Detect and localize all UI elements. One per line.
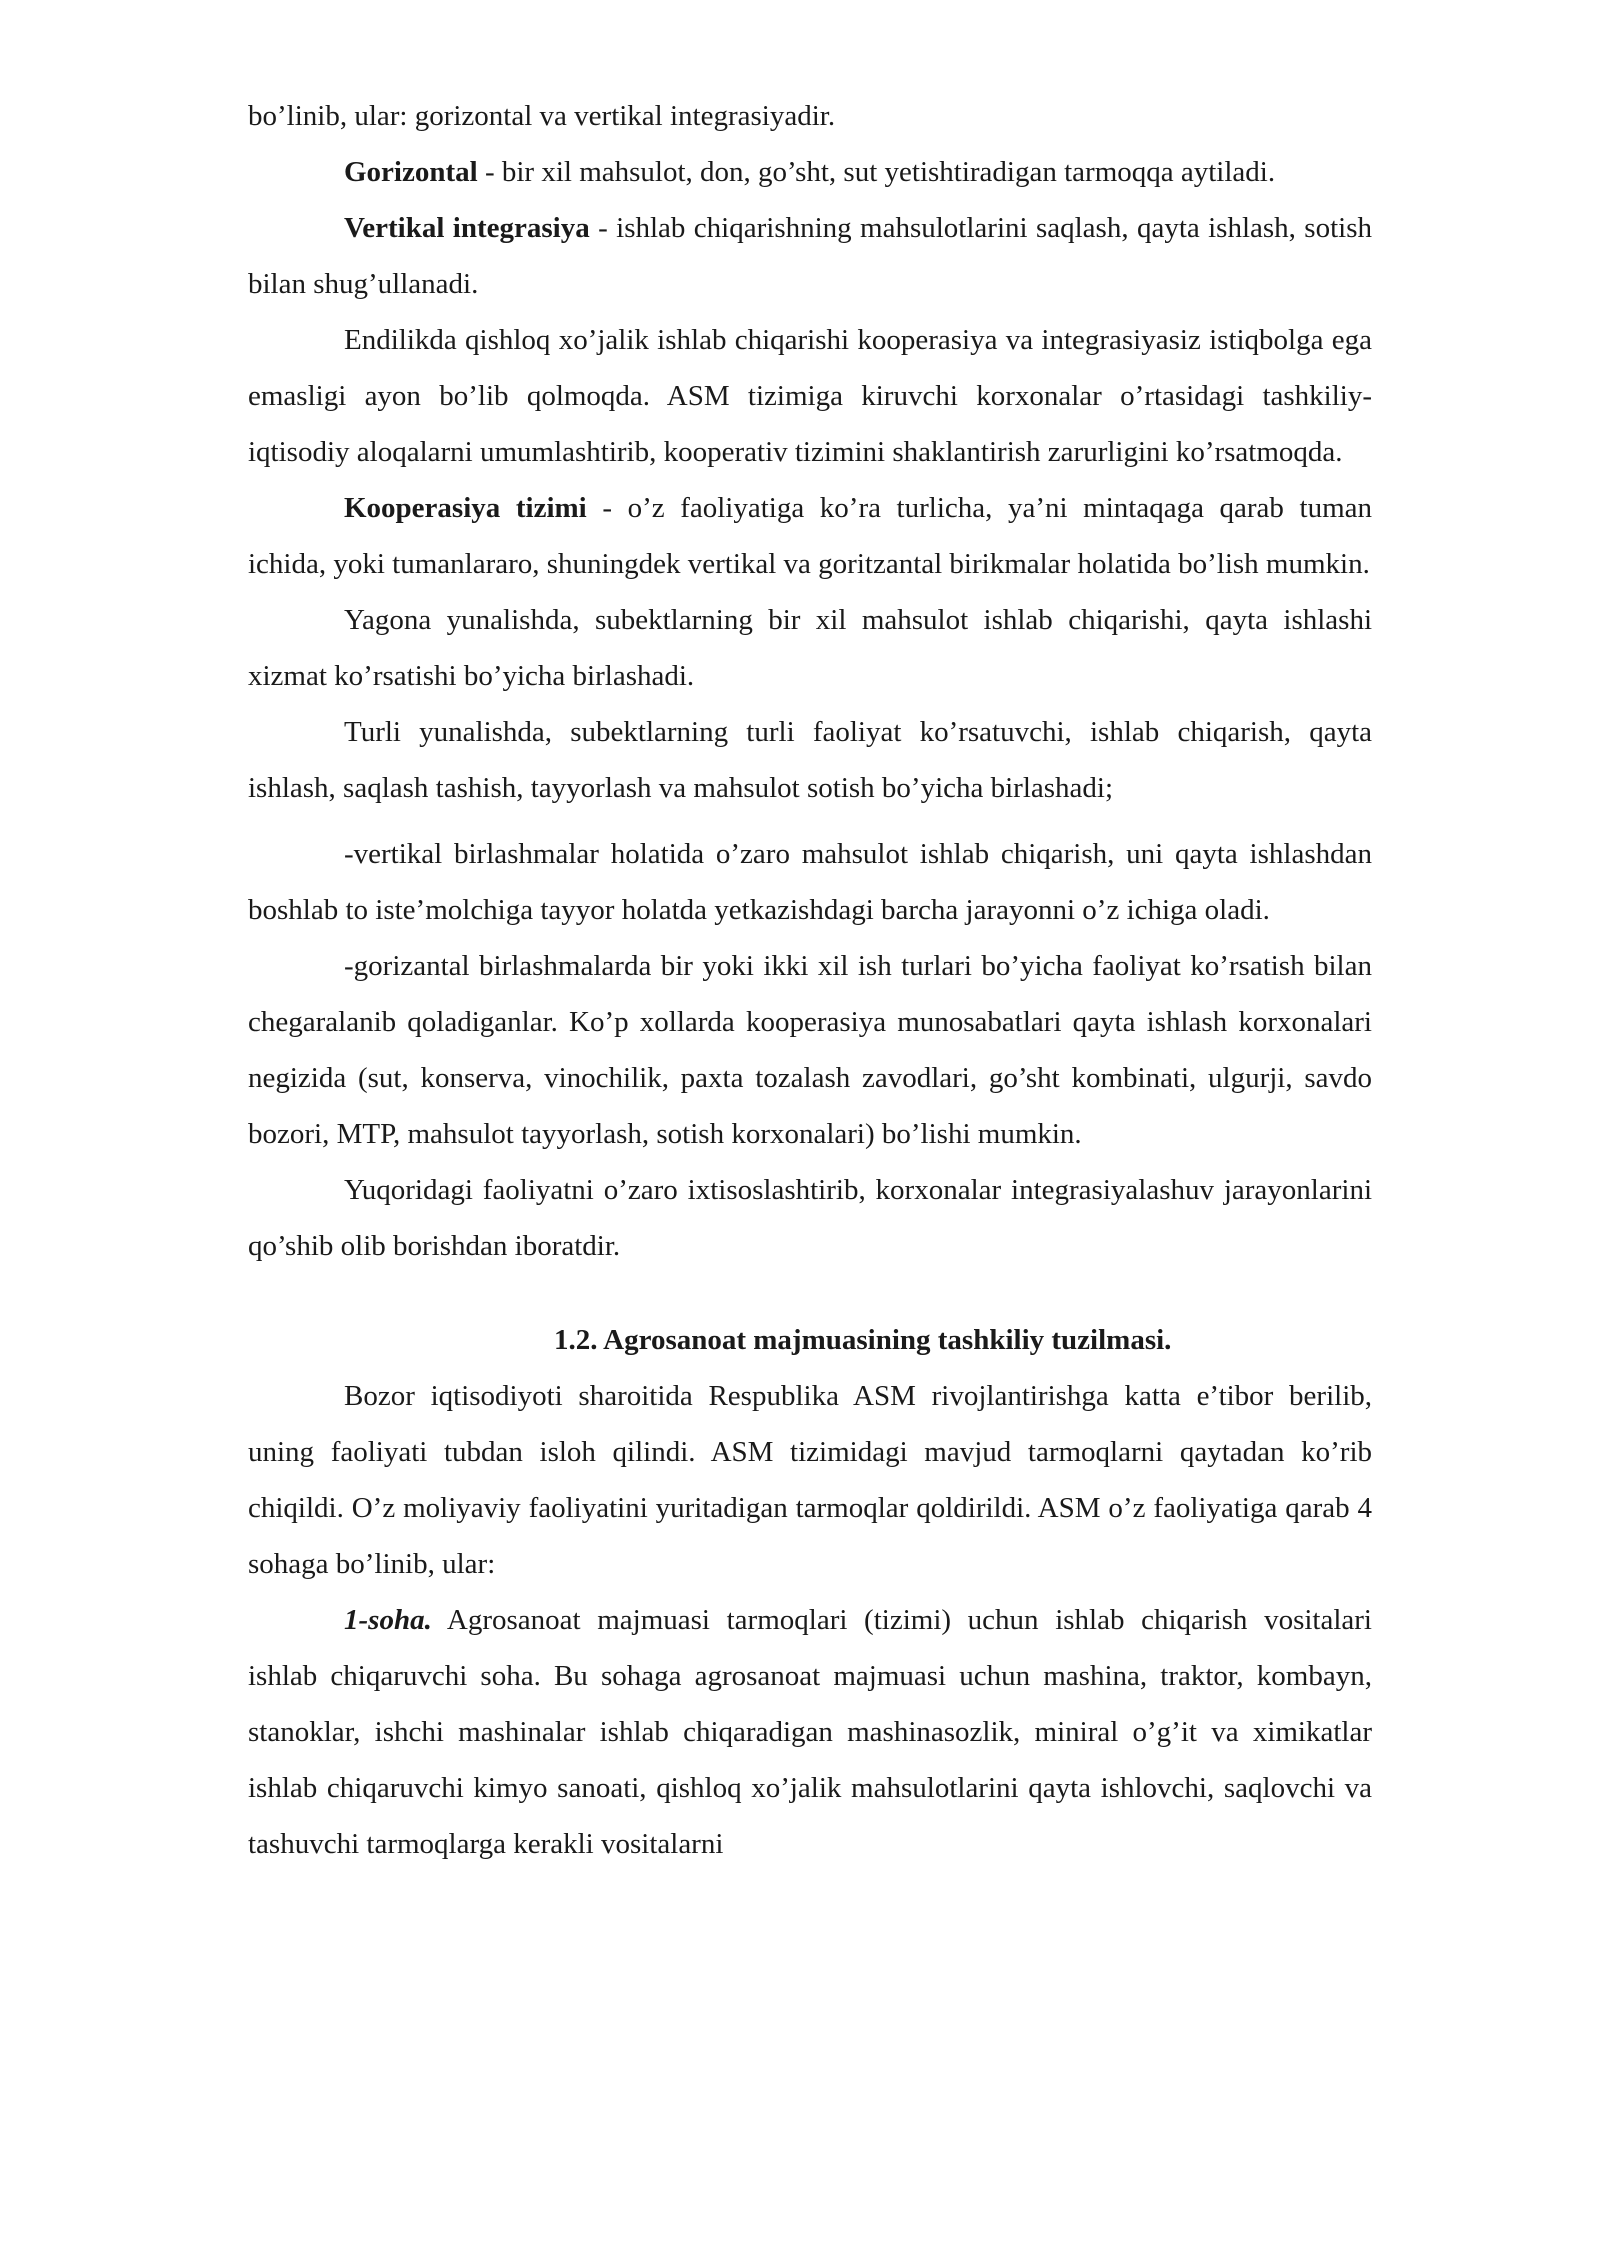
paragraph-text: Turli yunalishda, subektlarning turli faoliyat ko’rsatuvchi, ishlab chiqarish, qayta ishlash, saqlash tashish, tayyorlash va mahsulot sotish bo’yicha birlashadi; (248, 716, 1372, 804)
paragraph-text: - o’z faoliyatiga ko’ra turlicha, ya’ni mintaqaga qarab tuman ichida, yoki tumanlararo, shuningdek vertikal va goritzantal birikmalar holatida bo’lish mumkin. (248, 492, 1373, 580)
paragraph-text: Endilikda qishloq xo’jalik ishlab chiqarishi kooperasiya va integrasiyasiz istiqbolga ega emasligi ayon bo’lib qolmoqda. ASM tizimiga kiruvchi korxonalar o’rtasidagi tashkiliy-iqtisodiy aloqalarni umumlashtirib, kooperativ tizimini shaklantirish zarurligini ko’rsatmoqda. (248, 324, 1372, 468)
paragraph-text: -vertikal birlashmalar holatida o’zaro mahsulot ishlab chiqarish, uni qayta ishlashdan boshlab to iste’molchiga tayyor holatda yetkazishdagi barcha jarayonni o’z ichiga oladi. (248, 838, 1372, 926)
paragraph-text: -gorizantal birlashmalarda bir yoki ikki xil ish turlari bo’yicha faoliyat ko’rsatish bilan chegaralanib qoladiganlar. Ko’p xollarda kooperasiya munosabatlari qayta ishlash korxonalari negizida (sut, konserva, vinochilik, paxta tozalash zavodlari, go’sht kombinati, ulgurji, savdo bozori, MTP, mahsulot tayyorlash, sotish korxonalari) bo’lishi mumkin. (248, 950, 1372, 1150)
paragraph-text: - bir xil mahsulot, don, go’sht, sut yetishtiradigan tarmoqqa aytiladi. (477, 156, 1276, 188)
term-cooperation-system: Kooperasiya tizimi (344, 492, 587, 524)
paragraph-vertical-associations (248, 826, 1372, 938)
paragraph-text: bo’linib, ular: gorizontal va vertikal integrasiyadir. (248, 100, 836, 132)
term-horizontal: Gorizontal (344, 156, 478, 188)
term-vertical-integration: Vertikal integrasiya (344, 212, 590, 244)
paragraph-sphere-one (248, 1592, 1372, 1872)
paragraph-single-direction (248, 592, 1372, 704)
paragraph-vertical-integration (248, 200, 1372, 312)
paragraph-cooperation-system (248, 480, 1372, 592)
paragraph-text: - ishlab chiqarishning mahsulotlarini saqlash, qayta ishlash, sotish bilan shug’ullanadi. (248, 212, 1372, 300)
document-page (248, 88, 1372, 1872)
paragraph-specialization (248, 1162, 1372, 1274)
paragraph-market-economy (248, 1368, 1372, 1592)
paragraph-horizontal (248, 144, 1372, 200)
paragraph-cooperation-outlook (248, 312, 1372, 480)
paragraph-text: Bozor iqtisodiyoti sharoitida Respublika ASM rivojlantirishga katta e’tibor berilib, uning faoliyati tubdan isloh qilindi. ASM tizimidagi mavjud tarmoqlarni qaytadan ko’rib chiqildi. O’z moliyaviy faoliyatini yuritadigan tarmoqlar qoldirildi. ASM o’z faoliyatiga qarab 4 sohaga bo’linib, ular: (248, 1380, 1372, 1580)
paragraph-text: Agrosanoat majmuasi tarmoqlari (tizimi) uchun ishlab chiqarish vositalari ishlab chiqaruvchi soha. Bu sohaga agrosanoat majmuasi uchun mashina, traktor, kombayn, stanoklar, ishchi mashinalar ishlab chiqaradigan mashinasozlik, miniral o’g’it va ximikatlar ishlab chiqaruvchi kimyo sanoati, qishloq xo’jalik mahsulotlarini qayta ishlovchi, saqlovchi va tashuvchi tarmoqlarga kerakli vositalarni (248, 1604, 1372, 1860)
term-sphere-one: 1-soha. (344, 1604, 432, 1636)
paragraph-various-directions (248, 704, 1372, 816)
paragraph-integration-types (248, 88, 1372, 144)
paragraph-text: Yuqoridagi faoliyatni o’zaro ixtisoslashtirib, korxonalar integrasiyalashuv jarayonlarini qo’shib olib borishdan iboratdir. (248, 1174, 1372, 1262)
paragraph-horizontal-associations (248, 938, 1372, 1162)
paragraph-text: Yagona yunalishda, subektlarning bir xil mahsulot ishlab chiqarishi, qayta ishlashi xizmat ko’rsatishi bo’yicha birlashadi. (248, 604, 1372, 692)
section-heading: 1.2. Agrosanoat majmuasining tashkiliy tuzilmasi. (554, 1324, 1172, 1356)
